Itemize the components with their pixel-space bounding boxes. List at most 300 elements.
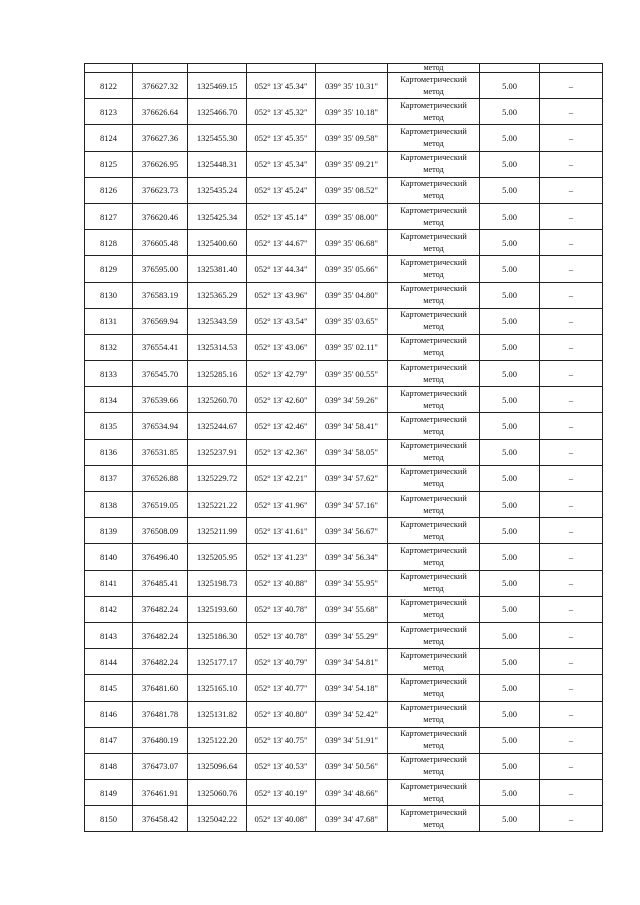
dash-cell: – <box>540 780 603 806</box>
accuracy-cell: 5.00 <box>480 334 540 360</box>
method-cell <box>388 649 480 675</box>
dash-cell: – <box>540 230 603 256</box>
x-coordinate-cell: 376627.36 <box>133 125 188 151</box>
latitude-cell: 052° 13' 45.14" <box>247 203 316 229</box>
dash-cell: – <box>540 806 603 832</box>
accuracy-cell: 5.00 <box>480 701 540 727</box>
latitude-cell: 052° 13' 40.78" <box>247 596 316 622</box>
method-line1: Картометрический <box>400 179 467 189</box>
latitude-cell: 052° 13' 40.88" <box>247 570 316 596</box>
longitude-cell: 039° 34' 58.05" <box>316 439 388 465</box>
longitude-cell: 039° 35' 06.68" <box>316 230 388 256</box>
y-coordinate-cell: 1325400.60 <box>188 230 247 256</box>
method-line1: Картометрический <box>400 388 467 398</box>
table-row <box>85 151 603 177</box>
longitude-cell: 039° 34' 59.26" <box>316 387 388 413</box>
x-coordinate-cell: 376623.73 <box>133 177 188 203</box>
method-cell <box>388 780 480 806</box>
latitude-cell: 052° 13' 42.46" <box>247 413 316 439</box>
latitude-cell: 052° 13' 43.54" <box>247 308 316 334</box>
x-coordinate-cell: 376473.07 <box>133 753 188 779</box>
dash-cell: – <box>540 99 603 125</box>
method-line1: Картометрический <box>400 257 467 267</box>
method-line2: метод <box>423 453 444 463</box>
longitude-cell: 039° 34' 48.66" <box>316 780 388 806</box>
table-row <box>85 465 603 491</box>
latitude-cell: 052° 13' 42.36" <box>247 439 316 465</box>
latitude-cell: 052° 13' 40.79" <box>247 649 316 675</box>
method-line1: Картометрический <box>400 362 467 372</box>
y-coordinate-cell: 1325193.60 <box>188 596 247 622</box>
longitude-cell: 039° 34' 54.18" <box>316 675 388 701</box>
point-number-cell: 8127 <box>85 203 133 229</box>
longitude-cell: 039° 35' 10.18" <box>316 99 388 125</box>
y-coordinate-cell: 1325186.30 <box>188 622 247 648</box>
y-coordinate-cell: 1325211.99 <box>188 518 247 544</box>
method-line1: Картометрический <box>400 703 467 713</box>
point-number-cell: 8148 <box>85 753 133 779</box>
table-row <box>85 780 603 806</box>
dash-cell: – <box>540 256 603 282</box>
dash-cell: – <box>540 203 603 229</box>
point-number-cell: 8122 <box>85 73 133 99</box>
x-coordinate-cell: 376461.91 <box>133 780 188 806</box>
method-line2: метод <box>423 819 444 829</box>
accuracy-cell: 5.00 <box>480 387 540 413</box>
x-coordinate-cell: 376620.46 <box>133 203 188 229</box>
method-cell <box>388 308 480 334</box>
method-cell <box>388 570 480 596</box>
accuracy-cell: 5.00 <box>480 151 540 177</box>
accuracy-cell: 5.00 <box>480 282 540 308</box>
table-row <box>85 727 603 753</box>
point-number-cell: 8132 <box>85 334 133 360</box>
x-coordinate-cell: 376496.40 <box>133 544 188 570</box>
table-row <box>85 596 603 622</box>
point-number-cell: 8147 <box>85 727 133 753</box>
longitude-cell: 039° 34' 55.95" <box>316 570 388 596</box>
table-row <box>85 177 603 203</box>
method-cell <box>388 151 480 177</box>
accuracy-cell: 5.00 <box>480 518 540 544</box>
latitude-cell: 052° 13' 45.34" <box>247 73 316 99</box>
y-coordinate-cell: 1325229.72 <box>188 465 247 491</box>
y-coordinate-cell: 1325177.17 <box>188 649 247 675</box>
dash-cell: – <box>540 701 603 727</box>
method-line1: Картометрический <box>400 572 467 582</box>
y-coordinate-cell: 1325131.82 <box>188 701 247 727</box>
x-coordinate-cell: 376534.94 <box>133 413 188 439</box>
dash-cell: – <box>540 73 603 99</box>
table-row <box>85 413 603 439</box>
method-line1: Картометрический <box>400 126 467 136</box>
table-row <box>85 492 603 518</box>
table-row <box>85 99 603 125</box>
dash-cell: – <box>540 753 603 779</box>
table-row <box>85 439 603 465</box>
table-row <box>85 282 603 308</box>
dash-cell: – <box>540 622 603 648</box>
latitude-cell: 052° 13' 45.34" <box>247 151 316 177</box>
dash-cell: – <box>540 518 603 544</box>
coordinates-table <box>84 63 603 832</box>
accuracy-cell: 5.00 <box>480 125 540 151</box>
method-line2: метод <box>423 243 444 253</box>
longitude-cell: 039° 34' 56.34" <box>316 544 388 570</box>
longitude-cell: 039° 34' 50.56" <box>316 753 388 779</box>
latitude-cell: 052° 13' 45.32" <box>247 99 316 125</box>
dash-cell: – <box>540 282 603 308</box>
method-line1: Картометрический <box>400 519 467 529</box>
dash-cell: – <box>540 465 603 491</box>
accuracy-cell: 5.00 <box>480 570 540 596</box>
x-coordinate-cell: 376627.32 <box>133 73 188 99</box>
x-coordinate-cell: 376626.64 <box>133 99 188 125</box>
table-row <box>85 753 603 779</box>
point-number-cell: 8145 <box>85 675 133 701</box>
longitude-cell: 039° 34' 58.41" <box>316 413 388 439</box>
y-coordinate-cell: 1325060.76 <box>188 780 247 806</box>
dash-cell: – <box>540 649 603 675</box>
table-row <box>85 203 603 229</box>
accuracy-cell: 5.00 <box>480 230 540 256</box>
accuracy-cell: 5.00 <box>480 727 540 753</box>
method-line2: метод <box>423 636 444 646</box>
dash-cell: – <box>540 675 603 701</box>
point-number-cell: 8133 <box>85 361 133 387</box>
dash-cell: – <box>540 727 603 753</box>
point-number-cell: 8149 <box>85 780 133 806</box>
method-line2: метод <box>423 767 444 777</box>
point-number-cell: 8141 <box>85 570 133 596</box>
point-number-cell: 8142 <box>85 596 133 622</box>
longitude-cell: 039° 34' 51.91" <box>316 727 388 753</box>
point-number-cell: 8130 <box>85 282 133 308</box>
latitude-cell: 052° 13' 42.21" <box>247 465 316 491</box>
method-line1: Картометрический <box>400 781 467 791</box>
accuracy-cell: 5.00 <box>480 544 540 570</box>
x-coordinate-cell: 376458.42 <box>133 806 188 832</box>
method-line2: метод <box>423 217 444 227</box>
method-line1: Картометрический <box>400 729 467 739</box>
method-line1: Картометрический <box>400 153 467 163</box>
latitude-cell: 052° 13' 44.34" <box>247 256 316 282</box>
dash-cell: – <box>540 361 603 387</box>
method-line1: Картометрический <box>400 336 467 346</box>
method-line1: Картометрический <box>400 650 467 660</box>
y-coordinate-cell: 1325237.91 <box>188 439 247 465</box>
method-cell <box>388 99 480 125</box>
method-cell <box>388 518 480 544</box>
method-cell <box>388 230 480 256</box>
accuracy-cell: 5.00 <box>480 439 540 465</box>
longitude-cell: 039° 35' 05.66" <box>316 256 388 282</box>
longitude-cell: 039° 34' 55.68" <box>316 596 388 622</box>
x-coordinate-cell: 376526.88 <box>133 465 188 491</box>
x-coordinate-cell: 376539.66 <box>133 387 188 413</box>
method-cell <box>388 544 480 570</box>
method-line1: Картометрический <box>400 205 467 215</box>
table-row-partial <box>85 64 603 73</box>
dash-cell: – <box>540 570 603 596</box>
latitude-cell: 052° 13' 40.78" <box>247 622 316 648</box>
accuracy-cell: 5.00 <box>480 753 540 779</box>
y-coordinate-cell: 1325285.16 <box>188 361 247 387</box>
dash-cell: – <box>540 596 603 622</box>
method-line2: метод <box>423 531 444 541</box>
latitude-cell: 052° 13' 45.24" <box>247 177 316 203</box>
x-coordinate-cell: 376569.94 <box>133 308 188 334</box>
method-cell <box>388 334 480 360</box>
method-line1: Картометрический <box>400 545 467 555</box>
method-cell <box>388 806 480 832</box>
table-row <box>85 806 603 832</box>
method-line1: Картометрический <box>400 231 467 241</box>
method-line2: метод <box>423 322 444 332</box>
method-cell <box>388 203 480 229</box>
accuracy-cell: 5.00 <box>480 675 540 701</box>
latitude-cell: 052° 13' 42.60" <box>247 387 316 413</box>
accuracy-cell: 5.00 <box>480 99 540 125</box>
point-number-cell: 8143 <box>85 622 133 648</box>
dash-cell: – <box>540 387 603 413</box>
method-line2: метод <box>423 191 444 201</box>
table-row <box>85 544 603 570</box>
method-line2: метод <box>423 662 444 672</box>
dash-cell: – <box>540 125 603 151</box>
method-cell <box>388 701 480 727</box>
y-coordinate-cell: 1325260.70 <box>188 387 247 413</box>
method-cell: метод <box>388 64 480 73</box>
y-coordinate-cell: 1325314.53 <box>188 334 247 360</box>
accuracy-cell: 5.00 <box>480 256 540 282</box>
accuracy-cell: 5.00 <box>480 73 540 99</box>
latitude-cell: 052° 13' 43.06" <box>247 334 316 360</box>
dash-cell: – <box>540 544 603 570</box>
point-number-cell: 8126 <box>85 177 133 203</box>
method-cell <box>388 492 480 518</box>
x-coordinate-cell: 376482.24 <box>133 596 188 622</box>
method-cell <box>388 361 480 387</box>
method-line2: метод <box>423 400 444 410</box>
method-line1: Картометрический <box>400 624 467 634</box>
y-coordinate-cell: 1325165.10 <box>188 675 247 701</box>
table-row <box>85 73 603 99</box>
latitude-cell: 052° 13' 45.35" <box>247 125 316 151</box>
accuracy-cell: 5.00 <box>480 649 540 675</box>
dash-cell: – <box>540 439 603 465</box>
method-line1: Картометрический <box>400 441 467 451</box>
point-number-cell: 8150 <box>85 806 133 832</box>
point-number-cell: 8128 <box>85 230 133 256</box>
method-line2: метод <box>423 138 444 148</box>
latitude-cell: 052° 13' 40.08" <box>247 806 316 832</box>
method-line1: Картометрический <box>400 467 467 477</box>
method-cell <box>388 282 480 308</box>
accuracy-cell: 5.00 <box>480 361 540 387</box>
accuracy-cell: 5.00 <box>480 465 540 491</box>
y-coordinate-cell: 1325381.40 <box>188 256 247 282</box>
method-cell <box>388 387 480 413</box>
longitude-cell: 039° 35' 09.21" <box>316 151 388 177</box>
y-coordinate-cell: 1325205.95 <box>188 544 247 570</box>
method-cell <box>388 753 480 779</box>
x-coordinate-cell: 376482.24 <box>133 649 188 675</box>
method-cell <box>388 465 480 491</box>
longitude-cell: 039° 35' 02.11" <box>316 334 388 360</box>
x-coordinate-cell: 376482.24 <box>133 622 188 648</box>
latitude-cell: 052° 13' 40.77" <box>247 675 316 701</box>
point-number-cell: 8136 <box>85 439 133 465</box>
x-coordinate-cell: 376545.70 <box>133 361 188 387</box>
dash-cell: – <box>540 151 603 177</box>
dash-cell: – <box>540 413 603 439</box>
longitude-cell: 039° 35' 03.65" <box>316 308 388 334</box>
latitude-cell: 052° 13' 43.96" <box>247 282 316 308</box>
point-number-cell: 8135 <box>85 413 133 439</box>
point-number-cell: 8129 <box>85 256 133 282</box>
method-line2: метод <box>423 427 444 437</box>
point-number-cell: 8125 <box>85 151 133 177</box>
table-row <box>85 256 603 282</box>
method-line1: Картометрический <box>400 284 467 294</box>
method-cell <box>388 675 480 701</box>
dash-cell: – <box>540 334 603 360</box>
longitude-cell: 039° 35' 04.80" <box>316 282 388 308</box>
latitude-cell: 052° 13' 41.23" <box>247 544 316 570</box>
point-number-cell: 8124 <box>85 125 133 151</box>
method-line2: метод <box>423 165 444 175</box>
accuracy-cell: 5.00 <box>480 177 540 203</box>
method-line2: метод <box>423 296 444 306</box>
point-number-cell: 8138 <box>85 492 133 518</box>
accuracy-cell: 5.00 <box>480 780 540 806</box>
x-coordinate-cell: 376481.78 <box>133 701 188 727</box>
method-cell <box>388 413 480 439</box>
latitude-cell: 052° 13' 40.19" <box>247 780 316 806</box>
latitude-cell: 052° 13' 40.80" <box>247 701 316 727</box>
longitude-cell: 039° 35' 08.00" <box>316 203 388 229</box>
y-coordinate-cell: 1325365.29 <box>188 282 247 308</box>
method-cell <box>388 439 480 465</box>
y-coordinate-cell: 1325435.24 <box>188 177 247 203</box>
x-coordinate-cell: 376605.48 <box>133 230 188 256</box>
accuracy-cell: 5.00 <box>480 308 540 334</box>
method-line2: метод <box>423 715 444 725</box>
table-row <box>85 518 603 544</box>
table-row <box>85 649 603 675</box>
longitude-cell: 039° 35' 00.55" <box>316 361 388 387</box>
table-row <box>85 570 603 596</box>
method-line1: Картометрический <box>400 415 467 425</box>
longitude-cell: 039° 34' 54.81" <box>316 649 388 675</box>
method-line2: метод <box>423 688 444 698</box>
method-cell <box>388 256 480 282</box>
table-row <box>85 308 603 334</box>
latitude-cell: 052° 13' 42.79" <box>247 361 316 387</box>
latitude-cell: 052° 13' 41.96" <box>247 492 316 518</box>
method-line2: метод <box>423 479 444 489</box>
method-line1: Картометрический <box>400 676 467 686</box>
table-row <box>85 334 603 360</box>
table-row <box>85 387 603 413</box>
point-number-cell: 8137 <box>85 465 133 491</box>
accuracy-cell: 5.00 <box>480 596 540 622</box>
accuracy-cell: 5.00 <box>480 203 540 229</box>
longitude-cell: 039° 35' 08.52" <box>316 177 388 203</box>
method-line2: метод <box>423 741 444 751</box>
longitude-cell: 039° 34' 52.42" <box>316 701 388 727</box>
y-coordinate-cell: 1325425.34 <box>188 203 247 229</box>
x-coordinate-cell: 376583.19 <box>133 282 188 308</box>
longitude-cell: 039° 34' 56.67" <box>316 518 388 544</box>
method-cell <box>388 727 480 753</box>
y-coordinate-cell: 1325042.22 <box>188 806 247 832</box>
method-line1: Картометрический <box>400 598 467 608</box>
x-coordinate-cell: 376508.09 <box>133 518 188 544</box>
y-coordinate-cell: 1325343.59 <box>188 308 247 334</box>
table-row <box>85 675 603 701</box>
x-coordinate-cell: 376595.00 <box>133 256 188 282</box>
method-line1: Картометрический <box>400 807 467 817</box>
method-line2: метод <box>423 86 444 96</box>
y-coordinate-cell: 1325096.64 <box>188 753 247 779</box>
table-row <box>85 701 603 727</box>
method-line2: метод <box>423 793 444 803</box>
x-coordinate-cell: 376485.41 <box>133 570 188 596</box>
y-coordinate-cell: 1325198.73 <box>188 570 247 596</box>
x-coordinate-cell: 376531.85 <box>133 439 188 465</box>
table-row <box>85 361 603 387</box>
dash-cell: – <box>540 492 603 518</box>
dash-cell: – <box>540 177 603 203</box>
latitude-cell: 052° 13' 40.75" <box>247 727 316 753</box>
x-coordinate-cell: 376519.05 <box>133 492 188 518</box>
y-coordinate-cell: 1325448.31 <box>188 151 247 177</box>
method-line1: Картометрический <box>400 310 467 320</box>
y-coordinate-cell: 1325466.70 <box>188 99 247 125</box>
method-line1: Картометрический <box>400 100 467 110</box>
point-number-cell: 8140 <box>85 544 133 570</box>
table-row <box>85 125 603 151</box>
method-line2: метод <box>423 584 444 594</box>
y-coordinate-cell: 1325221.22 <box>188 492 247 518</box>
x-coordinate-cell: 376554.41 <box>133 334 188 360</box>
x-coordinate-cell: 376626.95 <box>133 151 188 177</box>
method-line2: метод <box>423 557 444 567</box>
y-coordinate-cell: 1325455.30 <box>188 125 247 151</box>
point-number-cell: 8146 <box>85 701 133 727</box>
latitude-cell: 052° 13' 44.67" <box>247 230 316 256</box>
method-line2: метод <box>423 610 444 620</box>
method-cell <box>388 622 480 648</box>
method-line2: метод <box>423 374 444 384</box>
method-cell <box>388 73 480 99</box>
table-row <box>85 230 603 256</box>
method-line1: Картометрический <box>400 493 467 503</box>
method-cell <box>388 177 480 203</box>
method-line2: метод <box>423 269 444 279</box>
method-line2: метод <box>423 112 444 122</box>
accuracy-cell: 5.00 <box>480 492 540 518</box>
x-coordinate-cell: 376481.60 <box>133 675 188 701</box>
method-cell <box>388 596 480 622</box>
accuracy-cell: 5.00 <box>480 622 540 648</box>
point-number-cell: 8144 <box>85 649 133 675</box>
y-coordinate-cell: 1325244.67 <box>188 413 247 439</box>
y-coordinate-cell: 1325122.20 <box>188 727 247 753</box>
point-number-cell: 8123 <box>85 99 133 125</box>
